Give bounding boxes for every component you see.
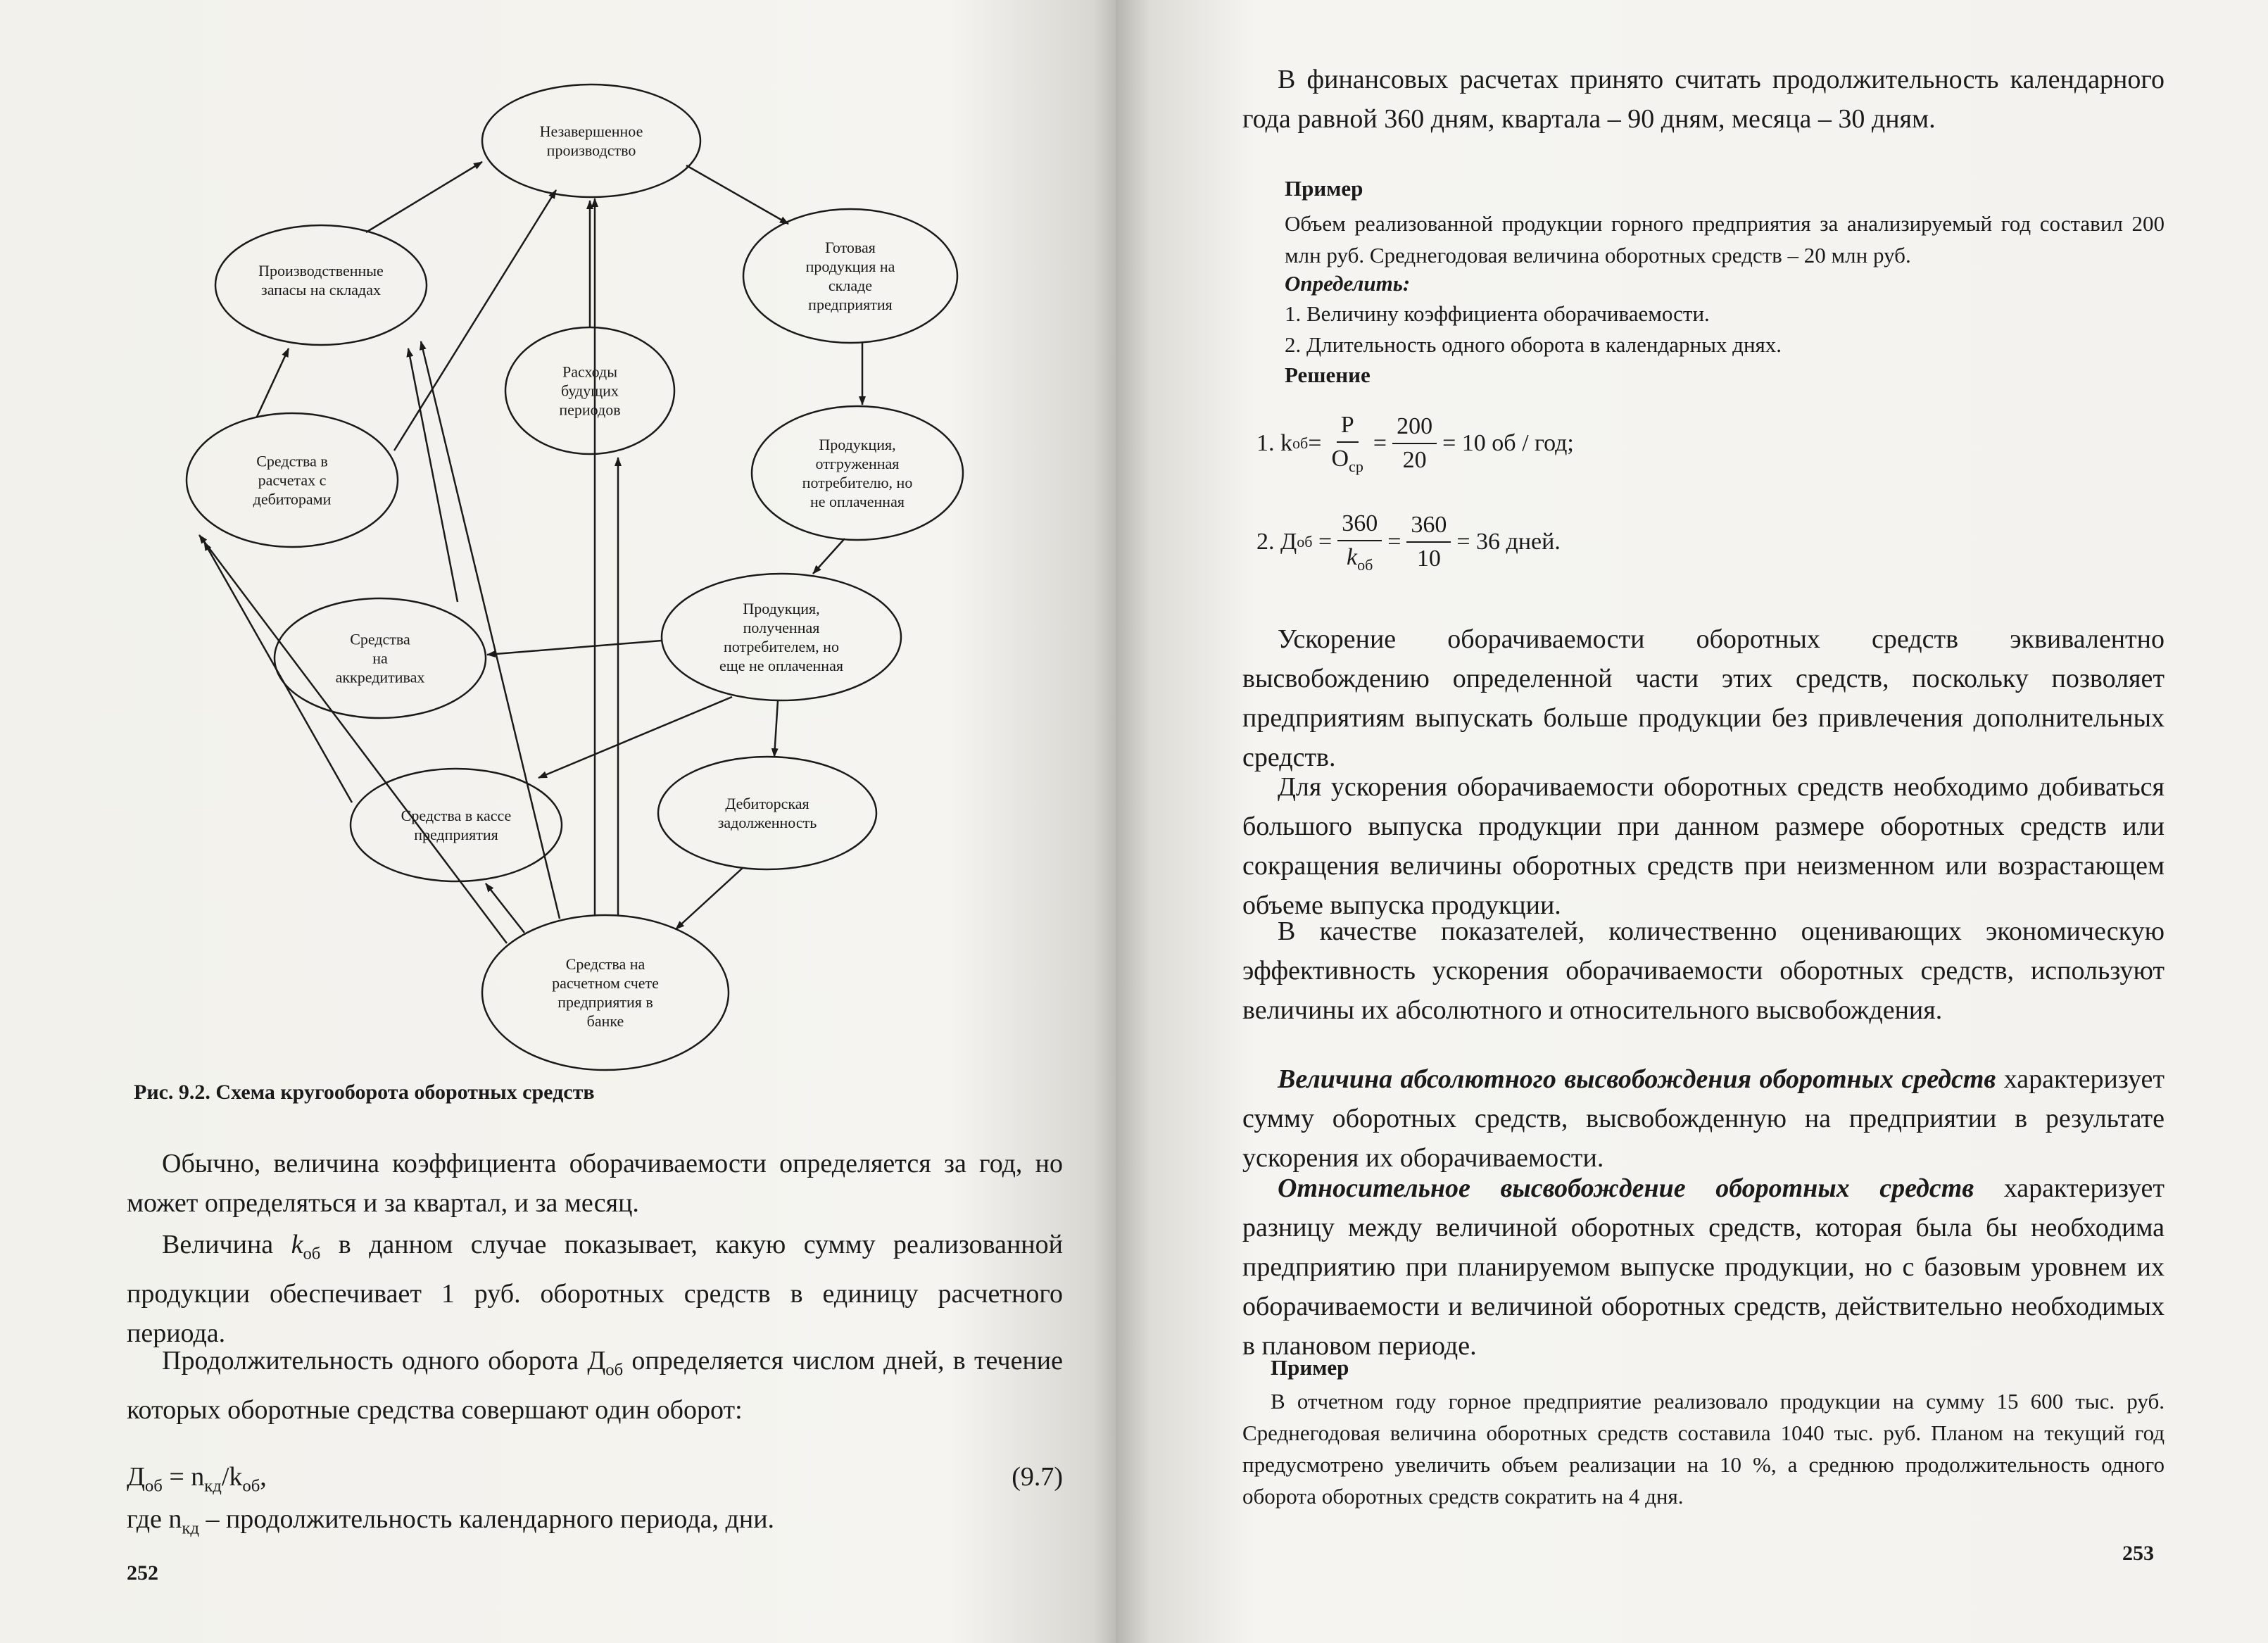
page-number-right: 253 [2122,1542,2154,1565]
define-title: Определить: [1285,271,1411,296]
figure-caption: Рис. 9.2. Схема кругооборота оборотных средств [134,1081,595,1104]
solution-title: Решение [1285,363,1371,387]
node-debtors-calc-label: Средства в расчетах с дебиторами [253,452,332,508]
paragraph-4: где $n_{кд}$ – продолжительность календарного периода, дни. [127,1504,775,1538]
arrow-receivables-bank [676,868,743,929]
node-stock-label: Производственные запасы на складах [258,262,384,298]
arrow-bank-cash [486,883,524,933]
page-number-left: 252 [127,1561,158,1585]
arrow-received-receivables [774,700,778,757]
circulation-diagram [0,0,1116,1077]
define-item-2: 2. Длительность одного оборота в календарных днях. [1285,332,1782,357]
paragraph-r3: Для ускорения оборачиваемости оборотных средств необходимо добиваться большого выпуска продукции при данном размере оборотных средств или сокращения величины оборотных средств при неизменном или возрастающем объеме выпуска продукции. [1242,772,2165,920]
arrow-debtors-wip [394,190,556,451]
formula-9-7: $Д_{об} = n_{кд}/k_{об}$, (9.7) [127,1457,1063,1506]
arrow-bank-debtors [199,535,507,943]
node-finished-label: Готовая продукция на складе предприятия [805,239,895,313]
paragraph-r4: В качестве показателей, количественно оценивающих экономическую эффективность ускорения оборачиваемости оборотных средств, используют величины их абсолютного и относительного высвобождения. [1242,917,2165,1025]
node-received-label: Продукция, полученная потребителем, но еще не оплаченная [719,600,843,674]
node-bank-label: Средства на расчетном счете предприятия в банке [552,955,659,1030]
arrow-received-letters [487,641,662,655]
arrow-received-cash [538,697,732,778]
paragraph-r6: Относительное высвобождение оборотных средств характеризует разницу между величиной оборотных средств, которая была бы необходима предприятию при планируемом выпуске продукции, но с базовым уровнем их оборачиваемости и величиной оборотных средств, действительно необходимых в плановом периоде. [1242,1173,2165,1361]
node-receivables-label: Дебиторская задолженность [717,795,817,831]
formula-2: 2. Д об = $\frac{360}{k_{об}}$ = $\frac{360}{10}$ = 36 дней. [1256,510,1561,574]
node-cash-label: Средства в кассе предприятия [401,807,512,843]
formula-1: 1. k об = $\frac{Р}{О_{ср}}$ = $\frac{200}{20}$ = 10 об / год; [1256,412,1574,475]
paragraph-r2: Ускорение оборачиваемости оборотных средств эквивалентно высвобождению определенной части этих средств, поскольку позволяет предприятиям выпускать больше продукции без привлечения дополнительных средств. [1242,624,2165,772]
example-1-title: Пример [1285,176,1363,201]
node-future-label: Расходы будущих периодов [559,363,621,419]
arrow-stock-wip [366,162,482,232]
diagram-svg [0,0,1116,1077]
paragraph-2: Величина $k_{об}$ в данном случае показывает, какую сумму реализованной продукции обеспечивает 1 руб. оборотных средств в единицу расчетного периода. [127,1230,1063,1348]
define-item-1: 1. Величину коэффициента оборачиваемости. [1285,301,1710,326]
example-2-text: В отчетном году горное предприятие реализовало продукции на сумму 15 600 тыс. руб. Среднегодовая величина оборотных средств составила 1040 тыс. руб. Планом на текущий год предусмотрено увеличить объем реализации на 10 %, а среднюю продолжительность одного оборота оборотных средств сократить на 4 дня. [1242,1389,2165,1509]
paragraph-r5: Величина абсолютного высвобождения оборотных средств характеризует сумму оборотных средств, высвобожденную на предприятии в результате ускорения их оборачиваемости. [1242,1064,2165,1173]
arrow-wip-finished [686,165,788,224]
node-shipped-label: Продукция, отгруженная потребителю, но не оплаченная [802,436,913,510]
arrow-debtors-stock [257,348,289,417]
arrow-letters-stock [408,348,458,602]
node-letters-label: Средства на аккредитивах [335,630,425,686]
node-wip-label: Незавершенное производство [539,122,643,159]
left-page [0,0,1116,1643]
paragraph-3: Продолжительность одного оборота $Д_{об}$ определяется числом дней, в течение которых оборотные средства совершают один оборот: [127,1346,1063,1425]
paragraph-1: Обычно, величина коэффициента оборачиваемости определяется за год, но может определяться и за квартал, и за месяц. [127,1149,1063,1218]
example-2-title: Пример [1271,1355,1349,1380]
arrow-cash-wip [204,542,352,802]
formula-number: (9.7) [1012,1462,1063,1492]
arrow-shipped-received [813,539,845,574]
right-page [1116,0,2268,1643]
example-1-text: Объем реализованной продукции горного предприятия за анализируемый год составил 200 млн руб. Среднегодовая величина оборотных средств – 20 млн руб. [1285,211,2165,267]
paragraph-r1: В финансовых расчетах принято считать продолжительность календарного года равной 360 дням, квартала – 90 дням, месяца – 30 дням. [1242,65,2165,134]
